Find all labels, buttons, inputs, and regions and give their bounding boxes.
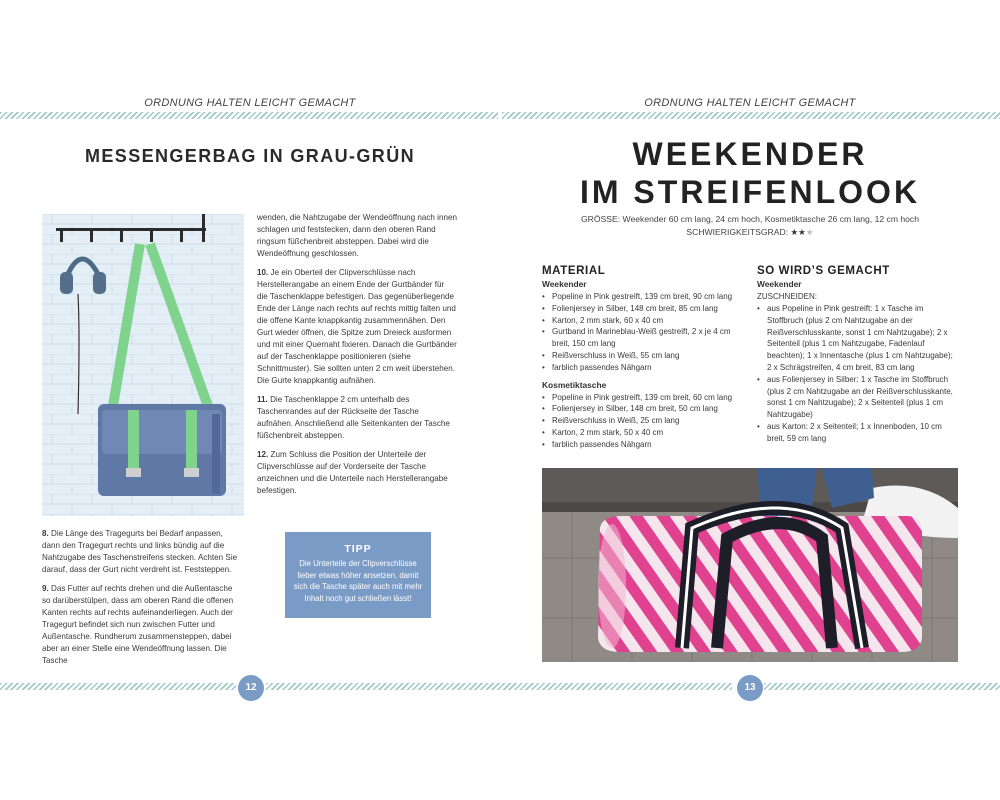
list-item: • Reißverschluss in Weiß, 25 cm lang: [542, 415, 738, 427]
step-9: [42, 583, 242, 667]
running-head-right: ORDNUNG HALTEN LEICHT GEMACHT: [644, 97, 856, 109]
material-title: MATERIAL: [542, 265, 606, 277]
kosmetik-label: Kosmetiktasche: [542, 379, 607, 390]
tipp-box: [285, 532, 431, 618]
list-item: • Folienjersey in Silber, 148 cm breit, 50 cm lang: [542, 403, 738, 415]
left-column-left-text: [42, 528, 242, 674]
step-10: [257, 267, 457, 387]
size-line: GRÖSSE: Weekender 60 cm lang, 24 cm hoch, Kosmetiktasche 26 cm lang, 12 cm hoch: [580, 214, 920, 224]
difficulty-line: [540, 227, 960, 238]
list-item: • Popeline in Pink gestreift, 139 cm breit, 90 cm lang: [542, 291, 738, 303]
difficulty-stars-empty: ★: [805, 227, 814, 237]
step-11-text: Die Taschenklappe 2 cm unterhalb des Taschenrandes auf der Rückseite der Tasche aufnähen. Anschließend alle Seitenkanten der Tasche füßchenbreit absteppen.: [257, 395, 450, 440]
list-item: • aus Karton: 2 x Seitenteil; 1 x Innenboden, 10 cm breit, 59 cm lang: [757, 421, 957, 445]
cut-list: [757, 303, 957, 445]
title-line-1: WEEKENDER: [632, 136, 868, 172]
page-number-right: 13: [737, 675, 763, 701]
tipp-title: TIPP: [344, 543, 372, 555]
top-stripe-right: [502, 112, 1000, 119]
step-10-text: Je ein Oberteil der Clipverschlüsse nach Herstellerangabe an einem Ende der Gurtbänder für die Taschenklappe befestigen. Das gegenüberliegende Ende der Länge nach rechts auf rechts mittig falten und die offene Kante knappkantig zusammennähen. Den Gurt wieder öffnen, die Spitze zum Dreieck ausformen und mit einer Quernaht fixieren. Danach die Gurtbänder auf der Taschenklappe positionieren (siehe Schnittmuster). Sie sollten unten 2 cm weit überstehen. Die Gurte knappkantig aufnähen.: [257, 268, 457, 385]
page-number-left: 12: [238, 675, 264, 701]
left-page-title: MESSENGERBAG IN GRAU-GRÜN: [84, 146, 415, 166]
howto-column: [757, 265, 957, 445]
weekender-list: [542, 291, 738, 374]
bottom-stripe-left-2: [266, 683, 732, 690]
list-item: • aus Popeline in Pink gestreift: 1 x Tasche im Stoffbruch (plus 2 cm Nahtzugabe an der Reißverschlusskante, sonst 1 cm Nahtzugabe); 2 x Seitenteil (plus 1 cm Nahtzugabe, Fadenlauf beachten); 1 x Innentasche (plus 1 cm Nahtzugabe); 2 x Schrägstreifen, 4 cm breit, 83 cm lang: [757, 303, 957, 374]
step-9-number: 9.: [42, 584, 49, 593]
step-8: [42, 528, 242, 576]
paragraph-continuation: wenden, die Nahtzugabe der Wendeöffnung nach innen schlagen und feststecken, dann den oberen Rand ringsum füßchenbreit absteppen. Dabei wird die Wendeöffnung geschlossen.: [257, 213, 457, 258]
material-column: [542, 265, 738, 451]
running-head-left: ORDNUNG HALTEN LEICHT GEMACHT: [144, 97, 356, 109]
list-item: • Karton, 2 mm stark, 50 x 40 cm: [542, 427, 738, 439]
list-item: • Gurtband in Marineblau-Weiß gestreift, 2 x je 4 cm breit, 150 cm lang: [542, 326, 738, 350]
list-item: • Folienjersey in Silber, 148 cm breit, 85 cm lang: [542, 303, 738, 315]
tipp-text: Die Unterteile der Clipverschlüsse lieber etwas höher ansetzen, damit sich die Tasche später auch mit mehr Inhalt noch gut schließen lässt!: [293, 559, 423, 603]
messenger-bag-photo: [42, 214, 244, 516]
list-item: • farblich passendes Nähgarn: [542, 362, 738, 374]
list-item: • farblich passendes Nähgarn: [542, 439, 738, 451]
difficulty-stars-filled: ★★: [790, 227, 806, 237]
step-11-number: 11.: [257, 395, 268, 404]
step-11: [257, 394, 457, 442]
right-page-title: [540, 135, 960, 211]
list-item: • Reißverschluss in Weiß, 55 cm lang: [542, 350, 738, 362]
weekender-label: Weekender: [542, 279, 587, 289]
top-stripe-left: [0, 112, 498, 119]
step-12-number: 12.: [257, 450, 269, 459]
title-line-2: IM STREIFENLOOK: [579, 174, 921, 210]
bottom-stripe-left: [0, 683, 236, 690]
list-item: • aus Folienjersey in Silber: 1 x Tasche im Stoffbruch (plus 2 cm Nahtzugabe an der Reißverschlusskante, sonst 1 cm Nahtzugabe); 2 x Seitenteil (plus 1 cm Nahtzugabe): [757, 374, 957, 421]
step-9-text: Das Futter auf rechts drehen und die Außentasche so darüberstülpen, dass am oberen Rand die offenen Kanten rechts auf rechts aufeinanderliegen. Auch der Tragegurt befindet sich nun zwischen Futter und Außentasche. Rundherum zusammensteppen, dabei aber an einer Stelle eine Wendeöffnung lassen. Die Tasche: [42, 584, 234, 665]
step-12: [257, 449, 457, 497]
kosmetik-list: [542, 392, 738, 451]
bottom-stripe-right: [764, 683, 1000, 690]
step-10-number: 10.: [257, 268, 269, 277]
list-item: • Karton, 2 mm stark, 60 x 40 cm: [542, 315, 738, 327]
cut-label: ZUSCHNEIDEN:: [757, 292, 818, 301]
list-item: • Popeline in Pink gestreift, 139 cm breit, 60 cm lang: [542, 392, 738, 404]
weekender-bag-photo: [542, 468, 958, 662]
difficulty-label: SCHWIERIGKEITSGRAD:: [686, 227, 789, 237]
howto-sub: Weekender: [757, 279, 802, 289]
step-12-text: Zum Schluss die Position der Unterteile der Clipverschlüsse auf der Vorderseite der Tasche anzeichnen und die Unterteile nach Herstellerangabe befestigen.: [257, 450, 448, 495]
step-8-text: Die Länge des Tragegurts bei Bedarf anpassen, dann den Tragegurt rechts und links bündig auf die Nahtzugabe des Taschenstreifens stecken. Achten Sie darauf, dass der Gurt nicht verdreht ist. Feststeppen.: [42, 529, 238, 574]
step-8-number: 8.: [42, 529, 49, 538]
left-column-right-text: [257, 212, 457, 504]
howto-title: SO WIRD’S GEMACHT: [757, 265, 890, 277]
